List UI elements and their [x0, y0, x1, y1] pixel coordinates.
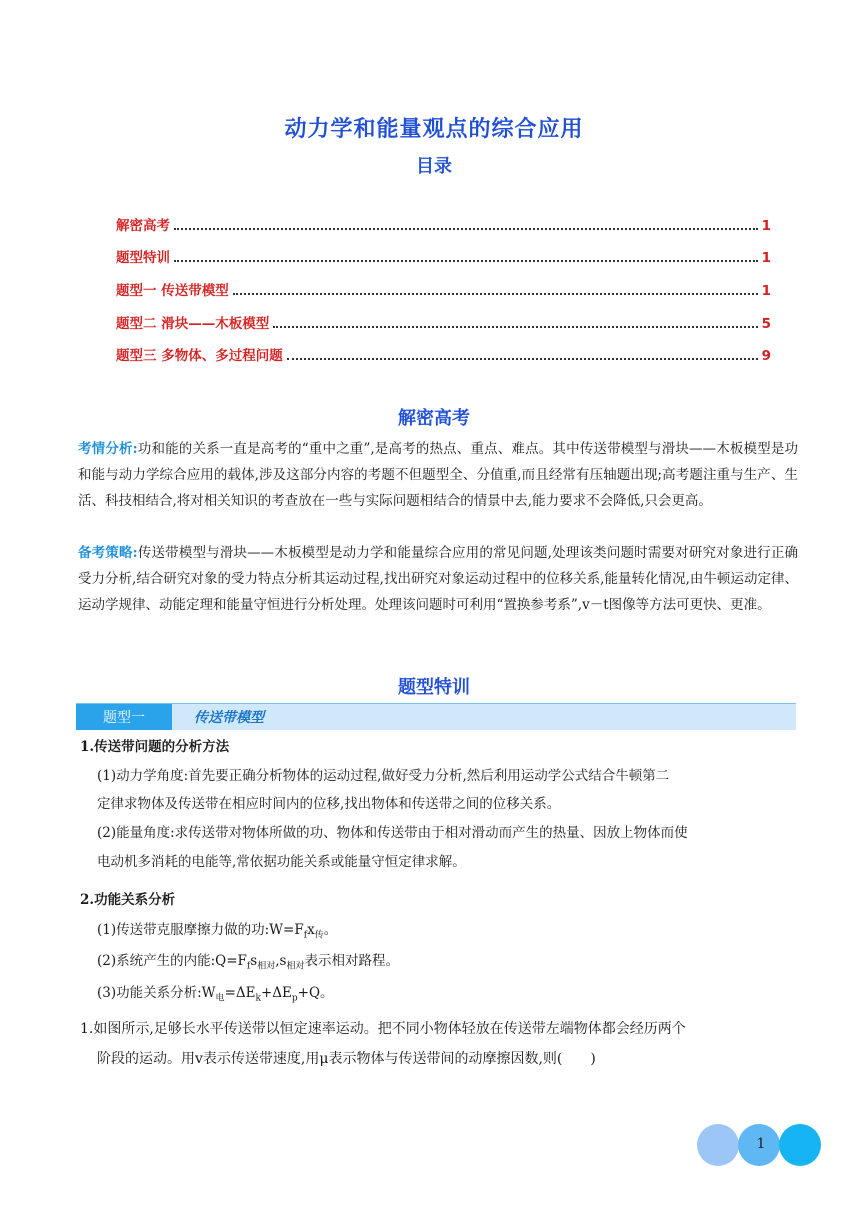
- strategy-paragraph: [78, 540, 798, 618]
- toc-item-label: 题型二 滑块——木板模型: [116, 316, 270, 332]
- toc-item-label: 题型特训: [116, 250, 170, 266]
- toc-item-page: 5: [761, 316, 771, 332]
- toc-item[interactable]: [116, 310, 771, 332]
- toc-item[interactable]: [116, 244, 771, 266]
- toc-leader: [273, 325, 757, 328]
- toc-item-label: 题型三 多物体、多过程问题: [116, 348, 283, 364]
- toc-item-page: 1: [761, 250, 771, 266]
- toc-item-label: 题型一 传送带模型: [116, 283, 229, 299]
- toc-item-page: 1: [761, 283, 771, 299]
- analysis-text: 功和能的关系一直是高考的“重中之重”,是高考的热点、重点、难点。其中传送带模型与滑块——木板模型是功和能与动力学综合应用的载体,涉及这部分内容的考题不但题型全、分值重,而且经常有压轴题出现;高考题注重与生产、生活、科技相结合,将对相关知识的考查放在一些与实际问题相结合的情景中去,能力要求不会降低,只会更高。: [78, 441, 799, 509]
- page-number: 1: [756, 1136, 766, 1152]
- relation-line-2: (2)系统产生的内能$:Q=F_fs_{相对},s_{相对}$表示相对路程。: [97, 953, 399, 972]
- toc-leader: [174, 227, 758, 230]
- toc-heading: 目录: [416, 156, 452, 177]
- method-dynamics-line2: 定律求物体及传送带在相应时间内的位移,找出物体和传送带之间的位移关系。: [97, 796, 561, 812]
- relation-title: 2.功能关系分析: [80, 892, 176, 908]
- method-dynamics-line1: (1)动力学角度:首先要正确分析物体的运动过程,做好受力分析,然后利用运动学公式结合牛顿第二: [97, 768, 670, 784]
- relation-line-1: (1)传送带克服摩擦力做的功$:W=F_fx_传$。: [97, 922, 338, 941]
- toc-item-label: 解密高考: [116, 218, 170, 234]
- section-heading-texun: 题型特训: [398, 677, 470, 698]
- toc-item[interactable]: [116, 342, 771, 364]
- toc-item-page: 9: [761, 348, 771, 364]
- decor-circle-right: [779, 1124, 821, 1166]
- method-title: 1.传送带问题的分析方法: [80, 739, 230, 755]
- toc-item[interactable]: [116, 212, 771, 234]
- toc-leader: [174, 259, 758, 262]
- toc-leader: [233, 292, 758, 295]
- document-title: 动力学和能量观点的综合应用: [284, 117, 584, 142]
- banner-name: 传送带模型: [194, 710, 264, 726]
- section-heading-jiemi: 解密高考: [398, 408, 470, 429]
- method-energy-line1: (2)能量角度:求传送带对物体所做的功、物体和传送带由于相对滑动而产生的热量、因放上物体而使: [97, 825, 688, 841]
- question-1-line1: 1.如图所示,足够长水平传送带以恒定速率运动。把不同小物体轻放在传送带左端物体都会经历两个: [80, 1021, 686, 1037]
- analysis-paragraph: [78, 436, 798, 514]
- analysis-key: 考情分析:: [78, 441, 138, 457]
- decor-circle-left: [697, 1124, 739, 1166]
- toc-item-page: 1: [761, 218, 771, 234]
- banner-tag: 题型一: [76, 704, 172, 730]
- toc-item[interactable]: [116, 277, 771, 299]
- strategy-text: 传送带模型与滑块——木板模型是动力学和能量综合应用的常见问题,处理该类问题时需要对研究对象进行正确受力分析,结合研究对象的受力特点分析其运动过程,找出研究对象运动过程中的位移关系,能量转化情况,由牛顿运动定律、运动学规律、动能定理和能量守恒进行分析处理。处理该问题时可利用“置换参考系”,v－t图像等方法可更快、更准。: [78, 545, 798, 613]
- strategy-key: 备考策略:: [78, 545, 138, 561]
- relation-line-3: (3)功能关系分析$:W_电=\Delta E_k+\Delta E_p+Q$。: [97, 985, 334, 1004]
- method-energy-line2: 电动机多消耗的电能等,常依据功能关系或能量守恒定律求解。: [97, 854, 466, 870]
- question-1-line2: 阶段的运动。用v表示传送带速度,用μ表示物体与传送带间的动摩擦因数,则( ): [97, 1051, 596, 1067]
- toc-leader: [287, 357, 758, 360]
- question-type-banner: [76, 703, 796, 730]
